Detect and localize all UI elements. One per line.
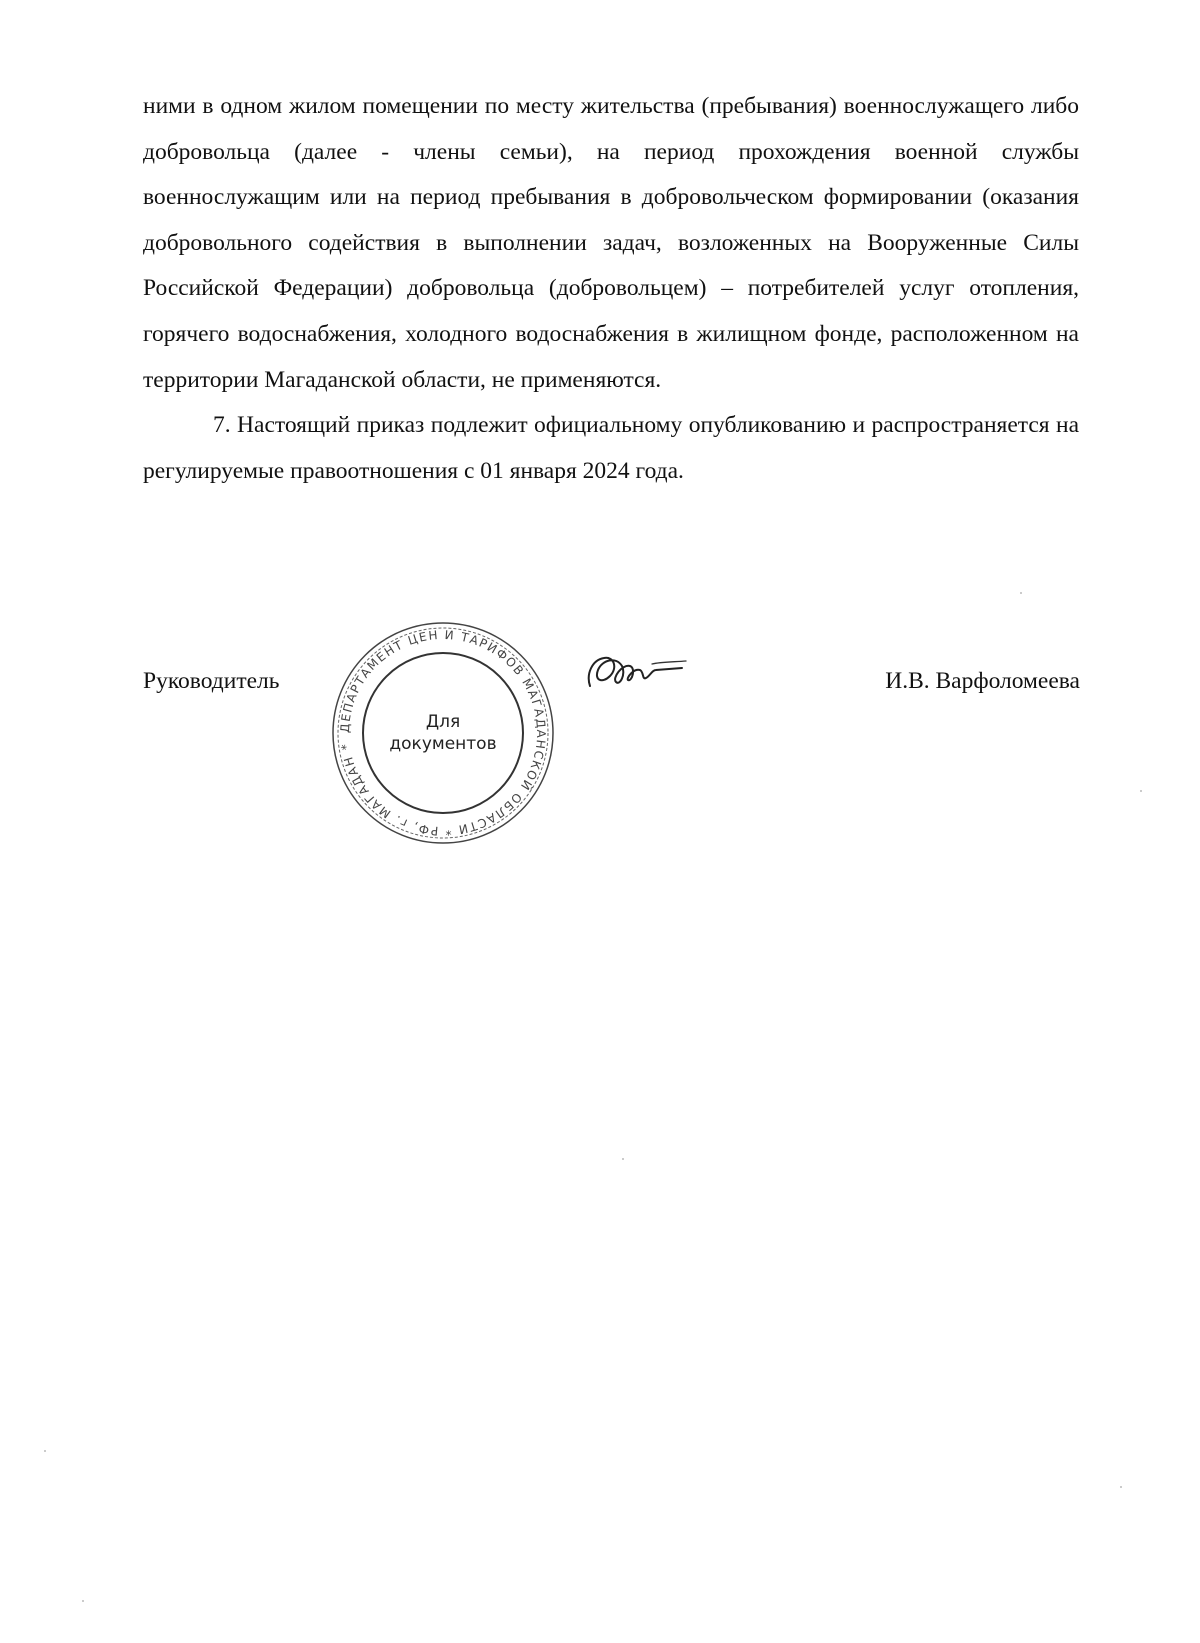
signatory-title: Руководитель: [143, 668, 280, 694]
official-seal: [330, 620, 556, 846]
scan-speck: [1020, 592, 1022, 594]
paragraph-7: 7. Настоящий приказ подлежит официальному опубликованию и распространяется на регулируемые правоотношения с 01 января 2024 года.: [143, 412, 1079, 484]
seal-center-line-1: Для: [425, 712, 461, 732]
scan-speck: [1140, 790, 1142, 792]
signature-block: [0, 620, 1200, 860]
scan-speck: [1120, 1486, 1122, 1488]
document-body: [143, 84, 1079, 494]
handwritten-signature: [582, 646, 692, 702]
seal-ring-text: ДЕПАРТАМЕНТ ЦЕН И ТАРИФОВ МАГАДАНСКОЙ ОБЛАСТИ * РФ, г. МАГАДАН *: [337, 627, 549, 839]
scan-speck: [44, 1450, 46, 1452]
signatory-name: И.В. Варфоломеева: [885, 668, 1080, 694]
paragraph-continuation: ними в одном жилом помещении по месту жительства (пребывания) военнослужащего либо добровольца (далее - члены семьи), на период прохождения военной службы военнослужащим или на период пребывания в добровольческом формировании (оказания добровольного содействия в выполнении задач, возложенных на Вооруженные Силы Российской Федерации) добровольца (добровольцем) – потребителей услуг отопления, горячего водоснабжения, холодного водоснабжения в жилищном фонде, расположенном на территории Магаданской области, не применяются.: [143, 93, 1079, 393]
scan-speck: [82, 1600, 84, 1602]
seal-center-text: [378, 668, 508, 798]
scan-speck: [622, 1158, 624, 1160]
seal-center-line-2: документов: [389, 734, 497, 754]
